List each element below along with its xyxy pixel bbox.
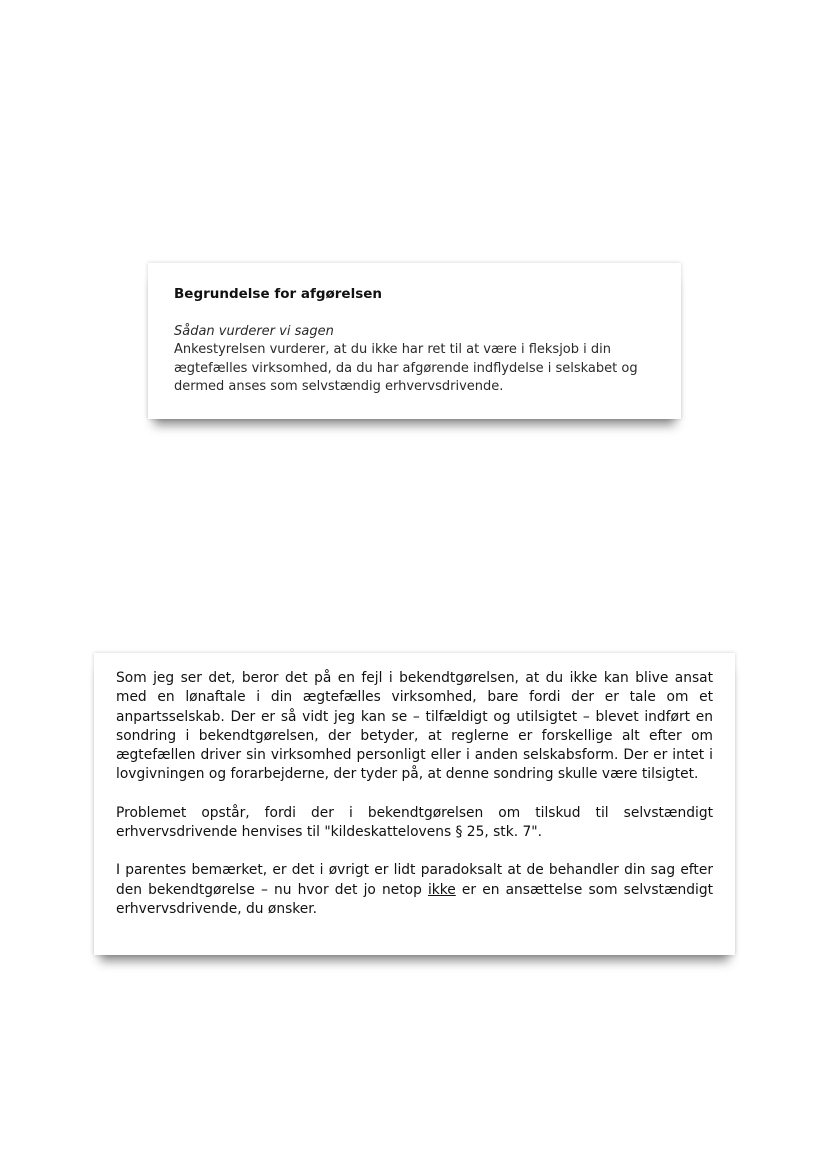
commentary-underlined-word: ikke [427, 881, 456, 898]
commentary-paragraph-3-part-1: I parentes bemærket, er det i øvrigt er lidt paradoksalt at de behandler din sag efter den bekendtgørelse – nu hvor det jo netop [116, 862, 713, 898]
commentary-paragraph-1: Som jeg ser det, beror det på en fejl i bekendtgørelsen, at du ikke kan blive ansat med en lønaftale i din ægtefælles virksomhed, bare fordi der er tale om et anpartsselskab. Der er så vidt jeg kan se – tilfældigt og utilsigtet – blevet indført en sondring i bekendtgørelsen, der betyder, at reglerne er forskellige alt efter om ægtefællen driver sin virksomhed personligt eller i anden selskabsform. Der er intet i lovgivningen og forarbejderne, der tyder på, at denne sondring skulle være tilsigtet. [116, 670, 713, 783]
commentary-paragraph-3-part-2: er en ansættelse som selvstændigt erhvervsdrivende, du ønsker. [116, 881, 713, 917]
commentary-card [94, 653, 735, 955]
decision-subheading: Sådan vurderer vi sagen [174, 323, 334, 339]
commentary-paragraph-3 [116, 861, 713, 919]
commentary-paragraph-2: Problemet opstår, fordi der i bekendtgørelsen om tilskud til selvstændigt erhvervsdrivende henvises til "kildeskattelovens § 25, stk. 7". [116, 804, 713, 841]
decision-heading: Begrundelse for afgørelsen [174, 286, 382, 302]
decision-excerpt-card [148, 263, 681, 419]
decision-body: Ankestyrelsen vurderer, at du ikke har ret til at være i fleksjob i din ægtefælles virksomhed, da du har afgørende indflydelse i selskabet og dermed anses som selvstændig erhvervsdrivende. [174, 342, 638, 394]
